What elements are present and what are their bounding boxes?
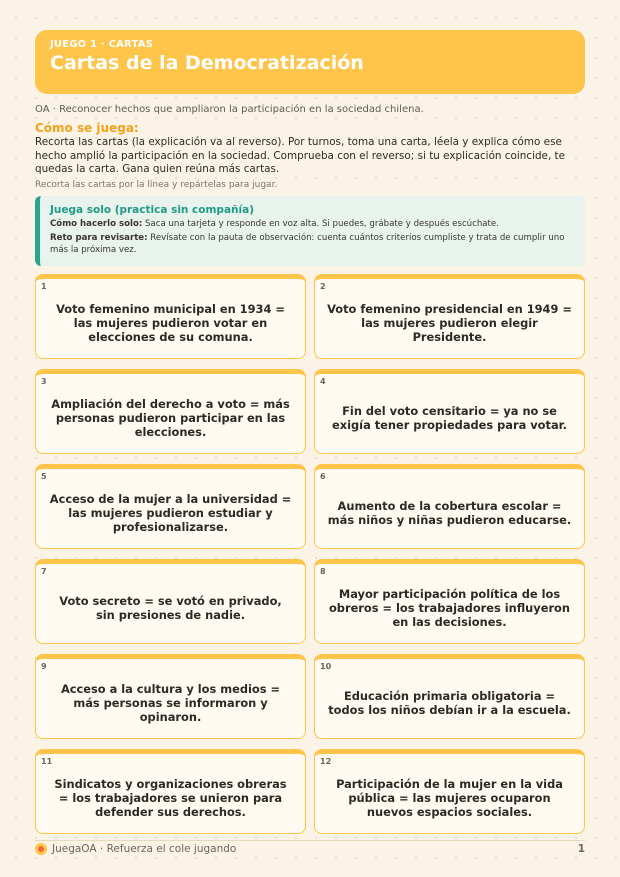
card-number: 11 <box>41 757 53 766</box>
card-text: Voto femenino presidencial en 1949 = las mujeres pudieron elegir Presidente. <box>327 301 572 344</box>
card[interactable] <box>35 559 306 644</box>
card-text: Educación primaria obligatoria = todos los niños debían ir a la escuela. <box>328 688 571 717</box>
page-number: 1 <box>577 843 585 855</box>
card[interactable] <box>35 369 306 454</box>
card-number: 1 <box>41 282 47 291</box>
card-text: Sindicatos y organizaciones obreras = los trabajadores se unieron para defender sus derechos. <box>54 776 287 819</box>
card-number: 6 <box>320 472 326 481</box>
card[interactable] <box>35 274 306 359</box>
card[interactable] <box>35 749 306 834</box>
card-text: Participación de la mujer en la vida pública = las mujeres ocuparon nuevos espacios sociales. <box>336 776 563 819</box>
solo-how-line <box>50 218 575 230</box>
card-text: Ampliación del derecho a voto = más personas pudieron participar en las elecciones. <box>51 396 290 439</box>
card[interactable] <box>314 369 585 454</box>
card[interactable] <box>314 464 585 549</box>
card[interactable] <box>314 749 585 834</box>
solo-challenge-label: Reto para revisarte: <box>50 233 148 243</box>
card-text: Fin del voto censitario = ya no se exigía tener propiedades para votar. <box>332 403 567 432</box>
brand-logo-icon <box>35 843 47 855</box>
card-number: 4 <box>320 377 326 386</box>
solo-title: Juega solo (practica sin compañía) <box>50 204 254 216</box>
cut-hint: Recorta las cartas por la línea y repártelas para jugar. <box>35 180 278 190</box>
how-to-play-text: Recorta las cartas (la explicación va al reverso). Por turnos, toma una carta, léela y explica cómo ese hecho amplió la participación en la sociedad. Comprueba con el reverso; si tu explicación coincide, te quedas la carta. Gana quien reúna más cartas. <box>35 136 566 176</box>
card-text: Acceso a la cultura y los medios = más personas se informaron y opinaron. <box>60 681 281 724</box>
learning-objective: OA · Reconocer hechos que ampliaron la participación en la sociedad chilena. <box>35 104 424 115</box>
page-title: Cartas de la Democratización <box>50 52 364 74</box>
how-to-play-heading: Cómo se juega: <box>35 121 139 135</box>
solo-challenge-line <box>50 232 575 256</box>
card-number: 10 <box>320 662 332 671</box>
card-number: 9 <box>41 662 47 671</box>
card[interactable] <box>314 654 585 739</box>
footer-divider <box>35 840 585 841</box>
card-text: Mayor participación política de los obreros = los trabajadores influyeron en las decisiones. <box>328 586 570 629</box>
card-text: Voto secreto = se votó en privado, sin presiones de nadie. <box>59 593 282 622</box>
card-text: Acceso de la mujer a la universidad = las mujeres pudieron estudiar y profesionalizarse. <box>49 491 292 534</box>
card[interactable] <box>35 464 306 549</box>
card-number: 12 <box>320 757 332 766</box>
solo-play-box <box>35 196 585 266</box>
game-label: JUEGO 1 · CARTAS <box>50 39 154 50</box>
solo-how-label: Cómo hacerlo solo: <box>50 219 143 229</box>
card[interactable] <box>35 654 306 739</box>
card[interactable] <box>314 274 585 359</box>
card-number: 8 <box>320 567 326 576</box>
card-number: 7 <box>41 567 47 576</box>
card-number: 3 <box>41 377 47 386</box>
card-number: 2 <box>320 282 326 291</box>
card[interactable] <box>314 559 585 644</box>
solo-challenge-text: Revísate con la pauta de observación: cuenta cuántos criterios cumpliste y trata de cumplir uno más la próxima vez. <box>50 233 565 255</box>
card-text: Aumento de la cobertura escolar = más niños y niñas pudieron educarse. <box>327 498 572 527</box>
footer-brand-text: JuegaOA · Refuerza el cole jugando <box>52 843 237 855</box>
header-banner <box>35 30 585 94</box>
solo-how-text: Saca una tarjeta y responde en voz alta. Si puedes, grábate y después escúchate. <box>142 219 499 229</box>
card-text: Voto femenino municipal en 1934 = las mujeres pudieron votar en elecciones de su comuna. <box>56 301 285 344</box>
card-number: 5 <box>41 472 47 481</box>
